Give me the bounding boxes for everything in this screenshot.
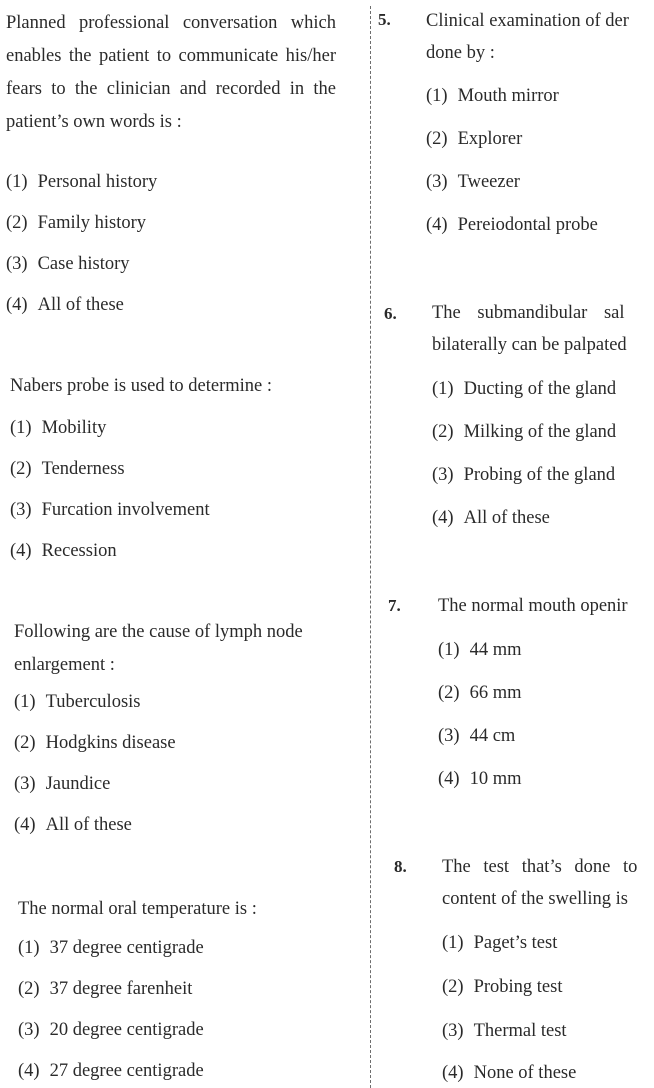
question-6-option-1: (1) Ducting of the gland — [432, 379, 617, 399]
question-1-option-4: (4) All of these — [6, 295, 124, 315]
question-6-option-3: (3) Probing of the gland — [432, 465, 616, 485]
question-2-text: Nabers probe is used to determine : — [10, 376, 273, 396]
question-8-option-3: (3) Thermal test — [442, 1021, 567, 1041]
question-6-text-line-2: bilaterally can be palpated — [432, 335, 627, 355]
question-5-number: 5. — [378, 10, 391, 29]
question-7-option-2: (2) 66 mm — [438, 683, 522, 703]
question-7-option-4: (4) 10 mm — [438, 769, 522, 789]
question-5-text-line-1: Clinical examination of der — [426, 11, 629, 31]
question-7-number: 7. — [388, 596, 401, 615]
question-8-number: 8. — [394, 857, 407, 876]
question-4-option-2: (2) 37 degree farenheit — [18, 979, 193, 999]
question-8-option-2: (2) Probing test — [442, 977, 563, 997]
question-5-option-1: (1) Mouth mirror — [426, 86, 559, 106]
question-2-option-1: (1) Mobility — [10, 418, 107, 438]
question-6-option-2: (2) Milking of the gland — [432, 422, 617, 442]
question-3-text: Following are the cause of lymph node enlargement : — [14, 622, 303, 675]
question-2-option-3: (3) Furcation involvement — [10, 500, 210, 520]
question-7-text-line-1: The normal mouth openir — [438, 596, 628, 616]
question-5-option-4: (4) Pereiodontal probe — [426, 215, 598, 235]
question-5-text-line-2: done by : — [426, 43, 495, 63]
question-4-option-1: (1) 37 degree centigrade — [18, 938, 204, 958]
question-3-option-2: (2) Hodgkins disease — [14, 733, 176, 753]
question-2-option-4: (4) Recession — [10, 541, 117, 561]
question-1-text: Planned professional conversation which enables the patient to communicate his/her fears to the clinician and recorded in the patient’s own words is : — [6, 13, 336, 132]
question-6-number: 6. — [384, 304, 397, 323]
question-2-option-2: (2) Tenderness — [10, 459, 125, 479]
question-3-option-1: (1) Tuberculosis — [14, 692, 141, 712]
question-8-text-line-1: The test that’s done to — [442, 857, 638, 877]
question-6-option-4: (4) All of these — [432, 508, 550, 528]
question-4-option-4: (4) 27 degree centigrade — [18, 1061, 204, 1081]
question-1-option-2: (2) Family history — [6, 213, 147, 233]
question-3-option-3: (3) Jaundice — [14, 774, 111, 794]
question-4-option-3: (3) 20 degree centigrade — [18, 1020, 204, 1040]
question-1-option-3: (3) Case history — [6, 254, 130, 274]
question-8-option-4: (4) None of these — [442, 1063, 577, 1083]
question-1-option-1: (1) Personal history — [6, 172, 158, 192]
question-7-option-1: (1) 44 mm — [438, 640, 522, 660]
question-8-option-1: (1) Paget’s test — [442, 933, 558, 953]
question-7-option-3: (3) 44 cm — [438, 726, 516, 746]
question-5-option-3: (3) Tweezer — [426, 172, 520, 192]
question-6-text-line-1: The submandibular sal — [432, 303, 625, 323]
question-3-option-4: (4) All of these — [14, 815, 132, 835]
column-divider — [370, 6, 371, 1088]
question-4-text: The normal oral temperature is : — [18, 899, 257, 919]
question-8-text-line-2: content of the swelling is — [442, 889, 628, 909]
question-5-option-2: (2) Explorer — [426, 129, 523, 149]
